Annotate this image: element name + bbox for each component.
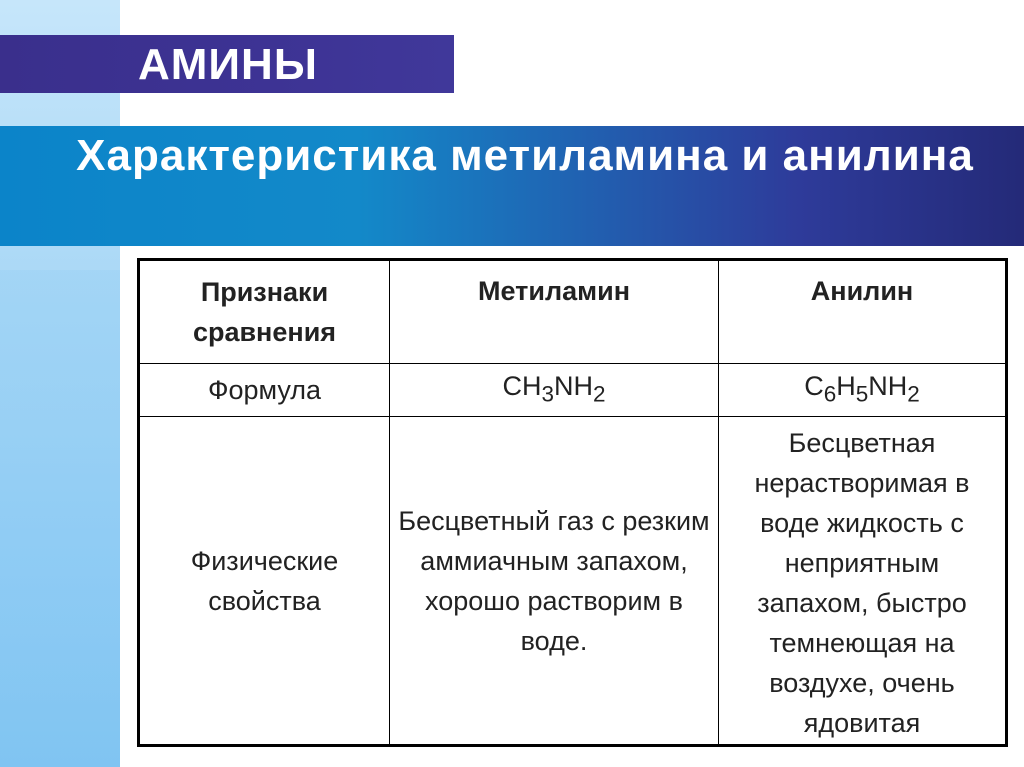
- table-row: [140, 417, 1006, 745]
- row-label-formula: Формула: [140, 364, 390, 417]
- slide-title: Характеристика метиламина и анилина: [76, 131, 974, 180]
- methylamine-physical-properties: Бесцветный газ с резким аммиачным запахом, хорошо растворим в воде.: [390, 417, 719, 745]
- header-cell-aniline: Анилин: [719, 261, 1006, 364]
- aniline-physical-properties: Бесцветная нерастворимая в воде жидкость с неприятным запахом, быстро темнеющая на воздухе, очень ядовитая: [719, 417, 1006, 745]
- header-title: АМИНЫ: [138, 40, 318, 89]
- comparison-table: [137, 258, 1008, 747]
- header-cell-methylamine: Метиламин: [390, 261, 719, 364]
- methylamine-formula: $CH_3NH_2$: [390, 364, 719, 417]
- table-row: [140, 364, 1006, 417]
- table-header-row: [140, 261, 1006, 364]
- left-decor-band: [0, 270, 120, 767]
- header-cell-criteria: Признаки сравнения: [140, 261, 390, 364]
- row-label-physical-properties: Физические свойства: [140, 417, 390, 745]
- aniline-formula: $C_6H_5NH_2$: [719, 364, 1006, 417]
